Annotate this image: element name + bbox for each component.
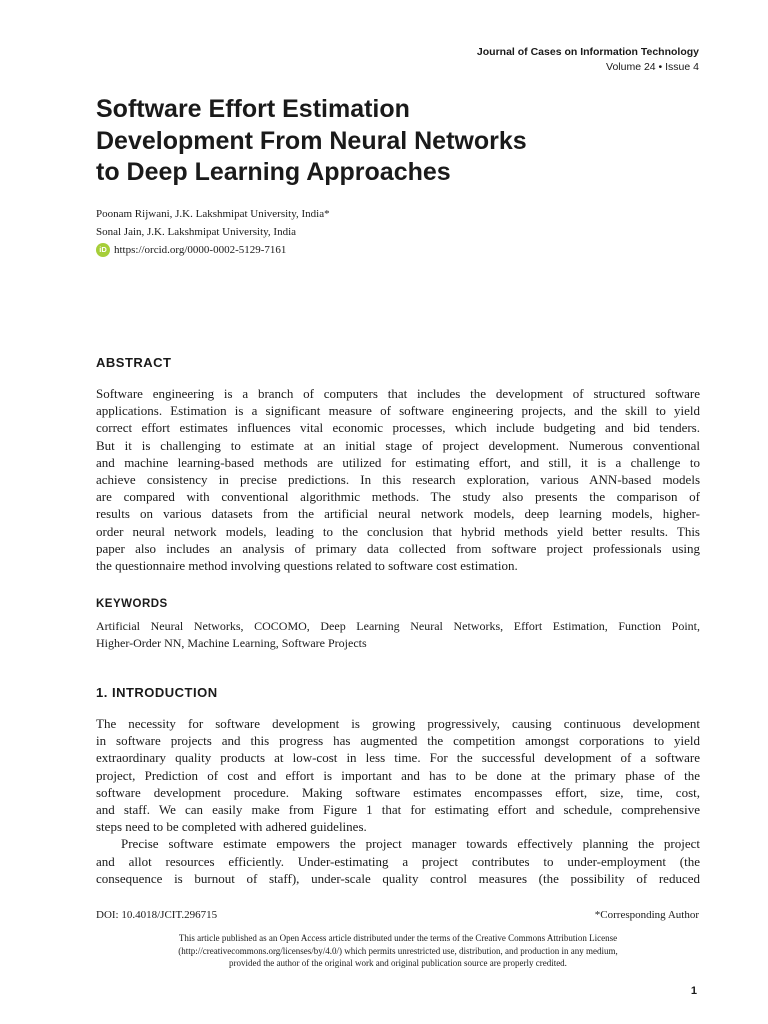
intro-line: Precise software estimate empowers the project manager towards effectively planning the project xyxy=(121,836,700,852)
abstract-line: the questionnaire method involving questions related to software cost estimation. xyxy=(96,558,518,574)
orcid-row xyxy=(96,241,330,259)
introduction-heading: 1. INTRODUCTION xyxy=(96,685,218,700)
orcid-link[interactable]: https://orcid.org/0000-0002-5129-7161 xyxy=(114,244,287,256)
intro-line: steps need to be completed with adhered guidelines. xyxy=(96,819,367,835)
license-line: (http://creativecommons.org/licenses/by/4.0/) which permits unrestricted use, distribution, and production in any medium, xyxy=(178,945,618,956)
abstract-line: achieve consistency in precise predictions. In this research exploration, various ANN-based models xyxy=(96,472,700,488)
keywords-heading: KEYWORDS xyxy=(96,598,168,610)
abstract-line: But it is challenging to estimate at an initial stage of project development. Numerous conventional xyxy=(96,437,700,453)
abstract-line: and machine learning-based methods are utilized for estimating effort, and still, it is a challenge to xyxy=(96,454,700,470)
intro-line: extraordinary quality products at low-cost in less time. For the successful development of a software xyxy=(96,750,700,766)
abstract-line: correct effort estimates influences vital economic processes, which include budgeting and bid tenders. xyxy=(96,420,700,436)
introduction-text xyxy=(96,715,700,887)
license-line: This article published as an Open Access article distributed under the terms of the Creative Commons Attribution License xyxy=(178,933,618,943)
author-1: Poonam Rijwani, J.K. Lakshmipat University, India* xyxy=(96,208,330,220)
journal-volume: Volume 24 • Issue 4 xyxy=(606,61,699,73)
doi: DOI: 10.4018/JCIT.296715 xyxy=(96,909,218,921)
abstract-line: applications. Estimation is a significant measure of software engineering projects, and the skill to yield xyxy=(96,403,700,419)
corresponding-author-note: *Corresponding Author xyxy=(594,909,699,921)
paper-title xyxy=(96,94,656,189)
intro-line: and allot resources efficiently. Under-estimating a project contributes to under-employment (the xyxy=(96,853,700,869)
intro-line: consequence is burnout of staff), under-scale quality control measures (the possibility of reduced xyxy=(96,870,700,886)
abstract-text xyxy=(96,385,700,574)
keywords-line: Higher-Order NN, Machine Learning, Software Projects xyxy=(96,635,367,650)
journal-header xyxy=(477,45,699,75)
author-2: Sonal Jain, J.K. Lakshmipat University, India xyxy=(96,226,297,238)
page-number: 1 xyxy=(690,985,697,997)
intro-line: project, Prediction of cost and effort is important and has to be done at the primary phase of the xyxy=(96,767,700,783)
keywords-text xyxy=(96,618,700,651)
keywords-line: Artificial Neural Networks, COCOMO, Deep Learning Neural Networks, Effort Estimation, Function Point, xyxy=(96,619,700,633)
journal-name: Journal of Cases on Information Technology xyxy=(476,46,699,58)
license-line: provided the author of the original work and original publication source are properly credited. xyxy=(229,958,567,969)
abstract-line: order neural network models, leading to the conclusion that hybrid methods yield better results. This xyxy=(96,523,700,539)
license-notice xyxy=(96,932,700,970)
title-line: Software Effort Estimation xyxy=(96,95,410,123)
abstract-line: paper also includes an analysis of primary data collected from software project professionals using xyxy=(96,540,700,556)
title-line: to Deep Learning Approaches xyxy=(96,158,451,186)
intro-line: software development procedure. Making software estimates encompasses effort, size, time, cost, xyxy=(96,784,700,800)
orcid-icon: iD xyxy=(96,243,110,257)
abstract-line: are compared with conventional algorithmic methods. The study also presents the comparison of xyxy=(96,489,700,505)
abstract-line: results on various datasets from the artificial neural network models, deep learning models, higher- xyxy=(96,506,700,522)
intro-line: and staff. We can easily make from Figure 1 that for estimating effort and schedule, comprehensive xyxy=(96,802,700,818)
abstract-line: Software engineering is a branch of computers that includes the development of structured software xyxy=(96,386,700,401)
intro-line: in software projects and this progress has augmented the competition amongst corporations to yield xyxy=(96,733,700,749)
abstract-heading: ABSTRACT xyxy=(96,355,172,370)
title-line: Development From Neural Networks xyxy=(96,126,527,155)
intro-line: The necessity for software development is growing progressively, causing continuous development xyxy=(96,716,700,731)
author-block xyxy=(96,205,330,259)
